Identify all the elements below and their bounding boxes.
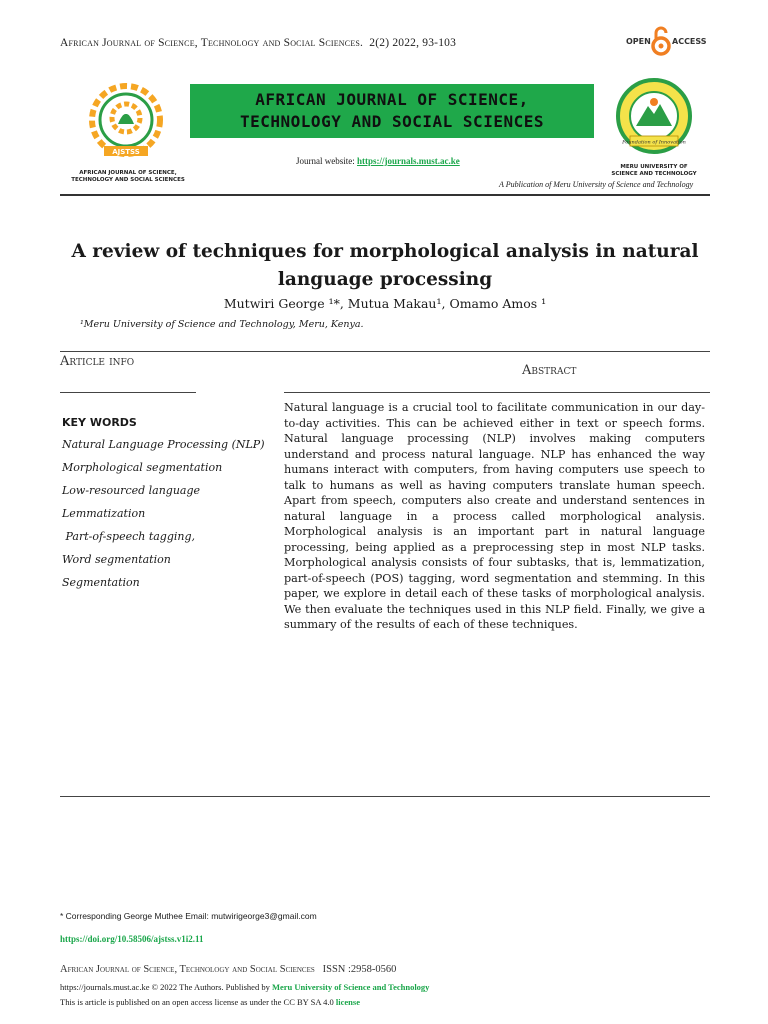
article-affiliation: ¹Meru University of Science and Technology, Meru, Kenya. — [80, 319, 364, 330]
journal-gear-icon — [62, 80, 194, 166]
keyword-item: Part-of-speech tagging, — [62, 530, 196, 543]
journal-logo-caption: AFRICAN JOURNAL OF SCIENCE, TECHNOLOGY AND SOCIAL SCIENCES — [71, 170, 185, 183]
article-info-divider-left — [60, 392, 196, 393]
journal-logo — [62, 80, 194, 183]
open-access-badge — [626, 26, 716, 56]
footer-license: This is article is published on an open access license as under the CC BY SA 4.0 license — [60, 997, 360, 1007]
keyword-item: Word segmentation — [62, 553, 171, 566]
journal-website: Journal website: https://journals.must.ac.ke — [296, 156, 460, 166]
publisher-link[interactable]: Meru University of Science and Technology — [271, 982, 430, 992]
citation: 2(2) 2022, 93-103 — [369, 37, 457, 49]
corresponding-author: * Corresponding George Muthee Email: mutwirigeorge3@gmail.com — [60, 911, 317, 921]
running-header — [60, 37, 456, 49]
article-authors: Mutwiri George ¹*, Mutua Makau¹, Omamo Amos ¹ — [223, 296, 547, 311]
keywords-heading: KEY WORDS — [62, 416, 137, 429]
doi-link[interactable]: https://doi.org/10.58506/ajstss.v1i2.11 — [60, 934, 204, 944]
footer-copyright: https://journals.must.ac.ke © 2022 The Authors. Published by Meru University of Science and Technology — [60, 982, 430, 992]
open-access-left: OPEN — [626, 37, 651, 46]
keyword-item: Segmentation — [62, 576, 140, 589]
journal-logo-text: AJSTSS — [112, 148, 140, 156]
publication-note: A Publication of Meru University of Science and Technology — [499, 180, 694, 189]
journal-banner — [190, 84, 594, 138]
banner-line-2: TECHNOLOGY AND SOCIAL SCIENCES — [240, 112, 544, 131]
issn: :2958-0560 — [348, 964, 397, 975]
keyword-item: Lemmatization — [62, 507, 146, 520]
banner-line-1: AFRICAN JOURNAL OF SCIENCE, — [255, 90, 529, 109]
abstract-bottom-rule — [60, 796, 710, 797]
issn-label: ISSN — [322, 964, 346, 975]
keyword-item: Morphological segmentation — [62, 461, 223, 474]
university-logo — [604, 76, 704, 178]
university-seal-icon — [604, 76, 704, 160]
university-logo-banner: Foundation of Innovation — [622, 139, 686, 146]
abstract-text: Natural language is a crucial tool to facilitate communication in our day-to-day activities. This can be achieved either in text or speech forms. Natural language processing (NLP) involves making computers understand and process natural language. NLP has enhanced the way humans interact with computers, from having computers use speech to talk to humans as well as having computers translate human speech. Apart from speech, computers also create and understand sentences in natural language in a process called morphological analysis. Morphological analysis is an important part in natural language processing, being applied as a preprocessing step in most NLP tasks. Morphological analysis consists of four subtasks, that is, lemmatization, part-of-speech (POS) tagging, word segmentation and stemming. In this paper, we explore in detail each of these tasks of morphological analysis. We then evaluate the techniques used in this NLP field. Finally, we give a summary of the results of each of these techniques. — [284, 401, 705, 631]
abstract-heading: Abstract — [522, 363, 577, 378]
article-title: A review of techniques for morphological analysis in natural language processing — [71, 241, 699, 290]
keyword-item: Low-resourced language — [62, 484, 201, 497]
open-access-right: ACCESS — [672, 37, 707, 46]
journal-website-link[interactable]: https://journals.must.ac.ke — [357, 156, 460, 166]
keyword-item: Natural Language Processing (NLP) — [62, 438, 265, 451]
license-link[interactable]: license — [335, 997, 360, 1007]
article-info-top-rule — [60, 351, 710, 352]
university-logo-caption: MERU UNIVERSITY OF SCIENCE AND TECHNOLOGY — [611, 164, 697, 177]
header-divider — [60, 194, 710, 196]
footer-journal: African Journal of Science, Technology and Social Sciences ISSN :2958-0560 — [60, 964, 397, 975]
article-info-heading: Article info — [60, 354, 135, 369]
abstract-divider — [284, 392, 710, 393]
running-title: African Journal of Science, Technology and Social Sciences. — [60, 37, 364, 49]
open-lock-icon — [650, 26, 672, 56]
keywords-list — [62, 436, 265, 597]
